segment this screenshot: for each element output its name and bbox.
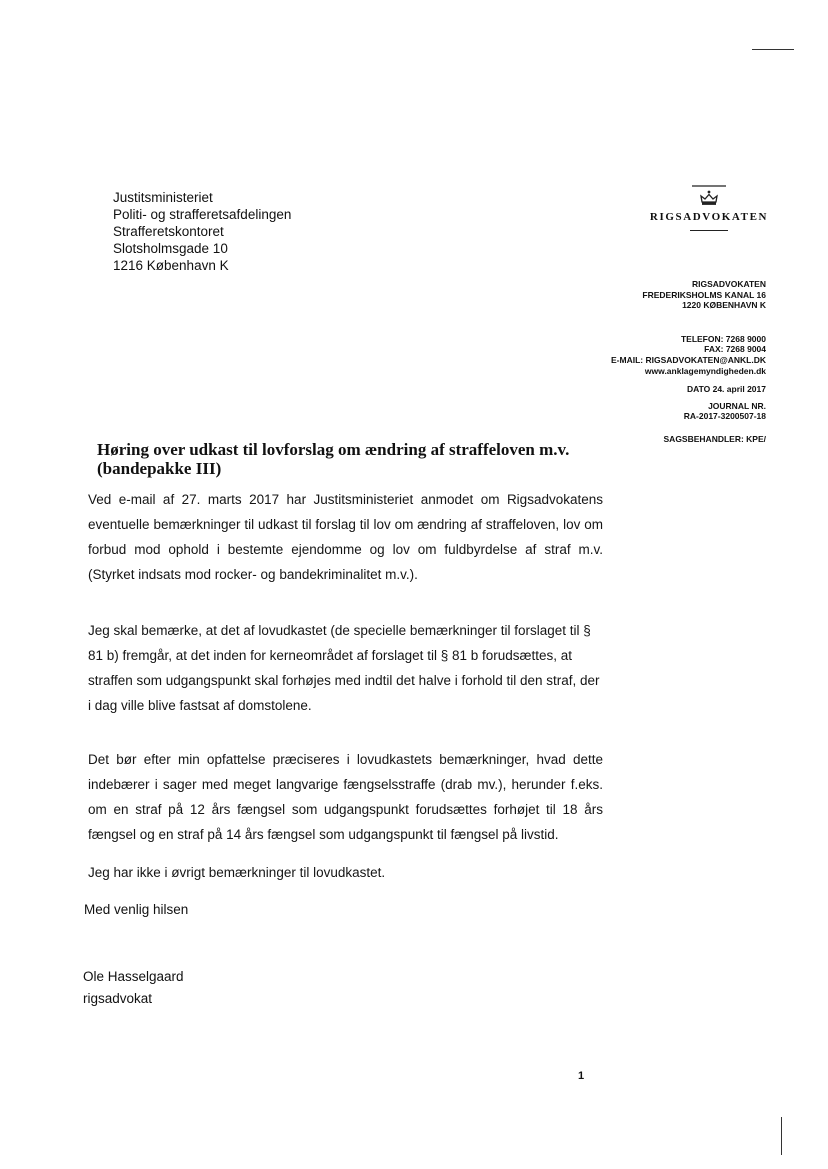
closing-greeting: Med venlig hilsen (84, 902, 189, 917)
letter-date: DATO 24. april 2017 (686, 384, 766, 395)
sender-address1: FREDERIKSHOLMS KANAL 16 (642, 289, 766, 300)
signer-title: rigsadvokat (83, 991, 153, 1006)
top-right-rule (752, 49, 794, 50)
sender-name: RIGSADVOKATEN (692, 279, 766, 289)
recipient-line: Politi- og strafferetsafdelingen (113, 207, 292, 222)
sender-block (611, 279, 766, 422)
sender-phone: TELEFON: 7268 9000 (680, 333, 766, 344)
journal-number: RA-2017-3200507-18 (683, 411, 766, 422)
paragraph: Det bør efter min opfattelse præciseres i lovudkastets bemærkninger, hvad dette indebærer i sager med meget langvarige fængselsstraffe (drab mv.), herunder f.eks. om en straf på 12 års fængsel som udgangspunkt forudsættes forhøjet til 18 års fængsel og en straf på 14 års fængsel som udgangspunkt til fængsel på livstid. (88, 752, 603, 842)
signature-block (83, 966, 184, 1010)
paragraph: Jeg skal bemærke, at det af lovudkastet (de specielle bemærkninger til forslaget til § 81 b) fremgår, at det inden for kerneområdet af forslaget til § 81 b forudsættes, at straffen som udgangspunkt skal forhøjes med indtil det halve i forhold til den straf, der i dag ville blive fastsat af domstolene. (88, 623, 600, 713)
paragraph: Ved e-mail af 27. marts 2017 har Justitsministeriet anmodet om Rigsadvokatens eventuelle bemærkninger til udkast til forslag til lov om ændring af straffeloven, lov om forbud mod ophold i bestemte ejendomme og lov om fuldbyrdelse af straf m.v. (Styrket indsats mod rocker- og bandekriminalitet m.v.). (88, 492, 603, 582)
recipient-line: Strafferetskontoret (113, 224, 224, 239)
recipient-line: Slotsholmsgade 10 (113, 241, 228, 256)
rigsadvokaten-logo (648, 180, 770, 231)
logo-wordmark: RIGSADVOKATEN (649, 211, 769, 223)
letter-title: Høring over udkast til lovforslag om ændring af straffeloven m.v. (bandepakke III) (97, 440, 570, 478)
scan-edge-line (781, 1117, 782, 1155)
recipient-address (113, 189, 291, 274)
logo-rule (690, 230, 728, 231)
recipient-line: 1216 København K (113, 258, 229, 273)
recipient-line: Justitsministeriet (113, 190, 213, 205)
sender-email: E-MAIL: RIGSADVOKATEN@ANKL.DK (611, 354, 766, 365)
journal-label: JOURNAL NR. (708, 400, 766, 411)
paragraph: Jeg har ikke i øvrigt bemærkninger til lovudkastet. (88, 865, 386, 880)
sender-address2: 1220 KØBENHAVN K (682, 300, 766, 311)
sender-web: www.anklagemyndigheden.dk (644, 365, 766, 376)
sender-fax: FAX: 7268 9004 (704, 344, 766, 355)
page-number: 1 (578, 1070, 585, 1082)
case-handler: SAGSBEHANDLER: KPE/ (663, 434, 766, 444)
crown-icon (689, 180, 729, 210)
signer-name: Ole Hasselgaard (83, 969, 184, 984)
